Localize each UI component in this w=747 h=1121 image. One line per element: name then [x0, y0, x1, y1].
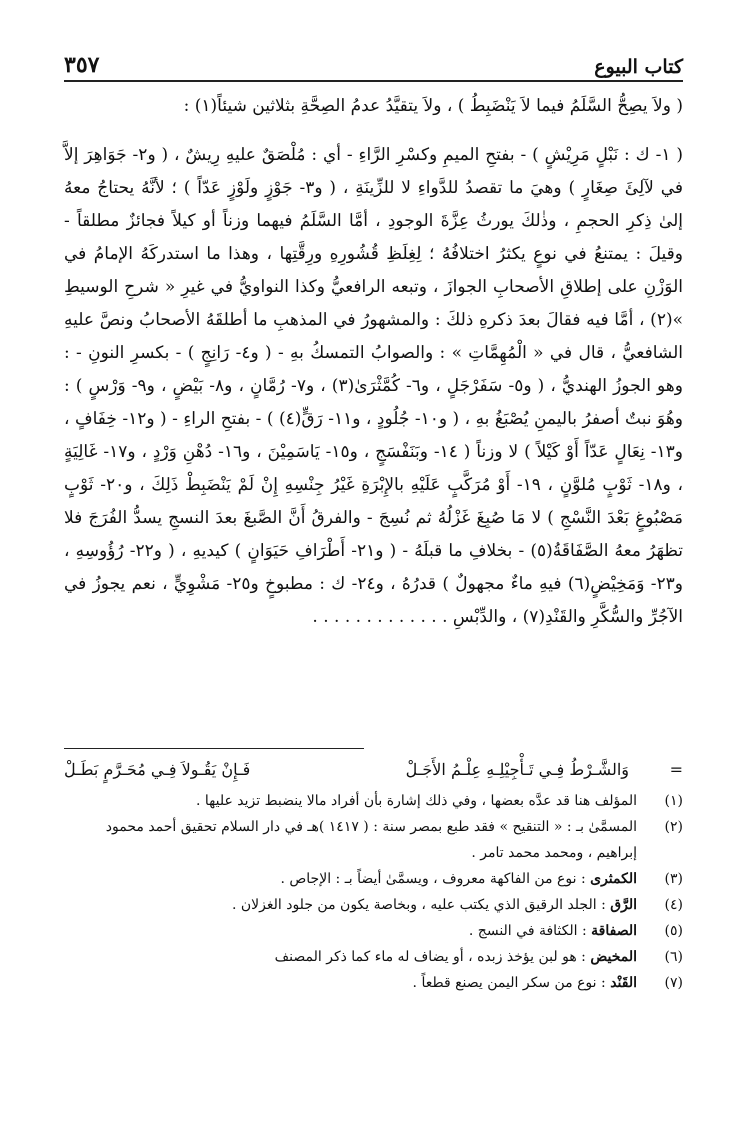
footnote-term: القَنْد [610, 975, 637, 991]
verse-hemistich-first: وَالشَّـرْطُ فِـي تَـأْجِيْلِـهِ عِلْـمُ الأَجَـلْ [405, 760, 629, 779]
footnote-number: (٥) [664, 923, 683, 939]
verse-hemistich-second: فَـإِنْ يَقُـولاَ فِـي مُحَـرَّمٍ بَطَـلْ [64, 760, 251, 779]
footnote [64, 918, 683, 944]
continuation-marker: = [669, 760, 683, 779]
footnote-number: (٤) [664, 897, 683, 913]
footnote-term: الرَّق [610, 897, 637, 913]
footnote-text: : الكثافة في النسج . [468, 923, 592, 939]
footnote-term: المخيض [590, 949, 637, 965]
page-header [64, 42, 683, 78]
footnotes [64, 788, 683, 996]
footnote-number: (٧) [664, 975, 683, 991]
footnote-number: (٣) [664, 871, 683, 887]
footnote-number: (٢) [664, 819, 683, 835]
footnote-text: : نوع من الفاكهة معروف ، ويسمَّىٰ أيضاً بـ : الإجاص . [280, 871, 591, 887]
header-rule [64, 80, 683, 82]
running-title: كتاب البيوع [594, 56, 683, 78]
footnote [64, 892, 683, 918]
footnote-text: : هو لبن يؤخذ زبده ، أو يضاف له ماء كما ذكر المصنف [274, 949, 591, 965]
footnote-text: المؤلف هنا قد عدَّه بعضها ، وفي ذلك إشارة بأن أفراد مالا ينضبط تزيد عليها . [195, 793, 637, 809]
body-paragraph: ( ١- ك : نَبْلٍ مَرِيْشٍ ) - بفتحِ الميمِ وكسْرِ الرَّاءِ - أي : مُلْصَقٌ عليهِ رِيشٌ ، ( و٢- جَوَاهِرَ إلاَّ في لآلِئَ صِغَارٍ ) وهيَ ما تقصدُ للدَّواءِ لا للزِّينَةِ ، ( و٣- جَوْزٍ ولَوْزٍ عَدّاً ) ؛ لأنَّهُ يحتاجُ معهُ إلىٰ ذِكرِ الحجمِ ، وذٰلكَ يورثُ عِزَّةَ الوجودِ ، أمَّا السَّلَمُ فيهما وزناً أو كيلاً فجائزٌ مطلقاً - وقيلَ : يمتنعُ في نوعٍ يكثرُ اختلافُهُ ؛ لِغِلَظِ قُشُورِهِ ورِقَّتِها ، وهذا ما استدركَهُ الإمامُ في الوَزْنِ على إطلاقِ الأصحابِ الجوازَ ، وتبعه الرافعيُّ وكذا النواويُّ في غيرِ « شرحِ الوسيطِ »(٢) ، أمَّا فيه فقالَ بعدَ ذكرهِ ذلكَ : والمشهورُ في المذهبِ ما أطلقَهُ الأصحابُ ونصَّ عليهِ الشافعيُّ ، قال في « الْمُهِمَّاتِ » : والصوابُ التمسكُ بهِ - ( و٤- رَانِجٍ ) - بكسرِ النونِ - : وهو الجوزُ الهنديُّ ، ( و٥- سَفَرْجَلٍ ، و٦- كُمَّثْرَىٰ(٣) ، و٧- رُمَّانٍ ، و٨- بَيْضٍ ، و٩- وَرْسٍ ) : وهُوَ نبتٌ أصفرُ باليمنِ يُصْبَغُ بهِ ، ( و١٠- جُلُودٍ ، و١١- رَقٍّ(٤) ) - بفتحِ الراءِ - ( و١٢- خِفَافٍ ، و١٣- نِعَالٍ عَدّاً أَوْ كَيْلاً ) لا وزناً ( ١٤- وبَنَفْسَجٍ ، و١٥- يَاسَمِيْنَ ، و١٦- دُهْنِ وَرْدٍ ، و١٧- غَالِيَةٍ ، و١٨- ثَوْبٍ مُلوَّنٍ ، ١٩- أَوْ مُرَكَّبٍ عَلَيْهِ بالإِبْرَةِ غَيْرُ جِنْسِهِ إِنْ لَمْ يَنْضَبِطْ ذَلِكَ ، و٢٠- ثَوْبٍ مَصْبُوغٍ بَعْدَ النَّسْجِ ) لا مَا صُبِغَ غَزْلُهُ ثم نُسِجَ - والفرقُ أَنَّ الصَّبغَ بعدَ النسجِ يسدُّ الفُرَجَ فلا تظهَرُ معهُ الصَّفَاقَةُ(٥) - بخلافِ ما قبلَهُ - ( و٢١- أَطْرَافِ حَيَوَانٍ ) كيديهِ ، ( و٢٢- رُؤُوسِهِ ، و٢٣- وَمَخِيْضٍ(٦) فيهِ ماءٌ مجهولٌ ) قدرُهُ ، و٢٤- ك : مطبوخٍ و٢٥- مَشْوِيٍّ ، نعم يجوزُ في الآجُرِّ والسُّكَّرِ والقَنْدِ(٧) ، والدِّبْسِ . . . . . . . . . . . . . [64, 145, 684, 627]
footnote-text: : الجلد الرقيق الذي يكتب عليه ، وبخاصة يكون من جلود الغزلان . [231, 897, 611, 913]
footnote [64, 788, 683, 814]
footnote [64, 814, 683, 866]
footnote-number: (١) [664, 793, 683, 809]
footnote-separator [64, 748, 364, 749]
verse-line [64, 756, 683, 786]
footnote-term: الكمثرى [590, 871, 637, 887]
page-number: ٣٥٧ [64, 52, 100, 78]
footnote-text: : نوع من سكر اليمن يصنع قطعاً . [412, 975, 611, 991]
footnote-term: الصفاقة [591, 923, 637, 939]
intro-line: ( ولاَ يصِحُّ السَّلَمُ فيما لاَ يَنْضَبِطُ ) ، ولاَ يتقيَّدُ عدمُ الصِحَّةِ بثلاثين شيئاً(١) : [183, 96, 683, 116]
footnote-number: (٦) [664, 949, 683, 965]
footnote [64, 970, 683, 996]
main-text [64, 90, 683, 634]
footnote [64, 944, 683, 970]
footnote [64, 866, 683, 892]
footnote-text: المسمَّىٰ بـ : « التنقيح » فقد طبع بمصر سنة : ( ١٤١٧ )هـ في دار السلام تحقيق أحمد محمود إبراهيم ، ومحمد محمد تامر . [105, 819, 637, 861]
